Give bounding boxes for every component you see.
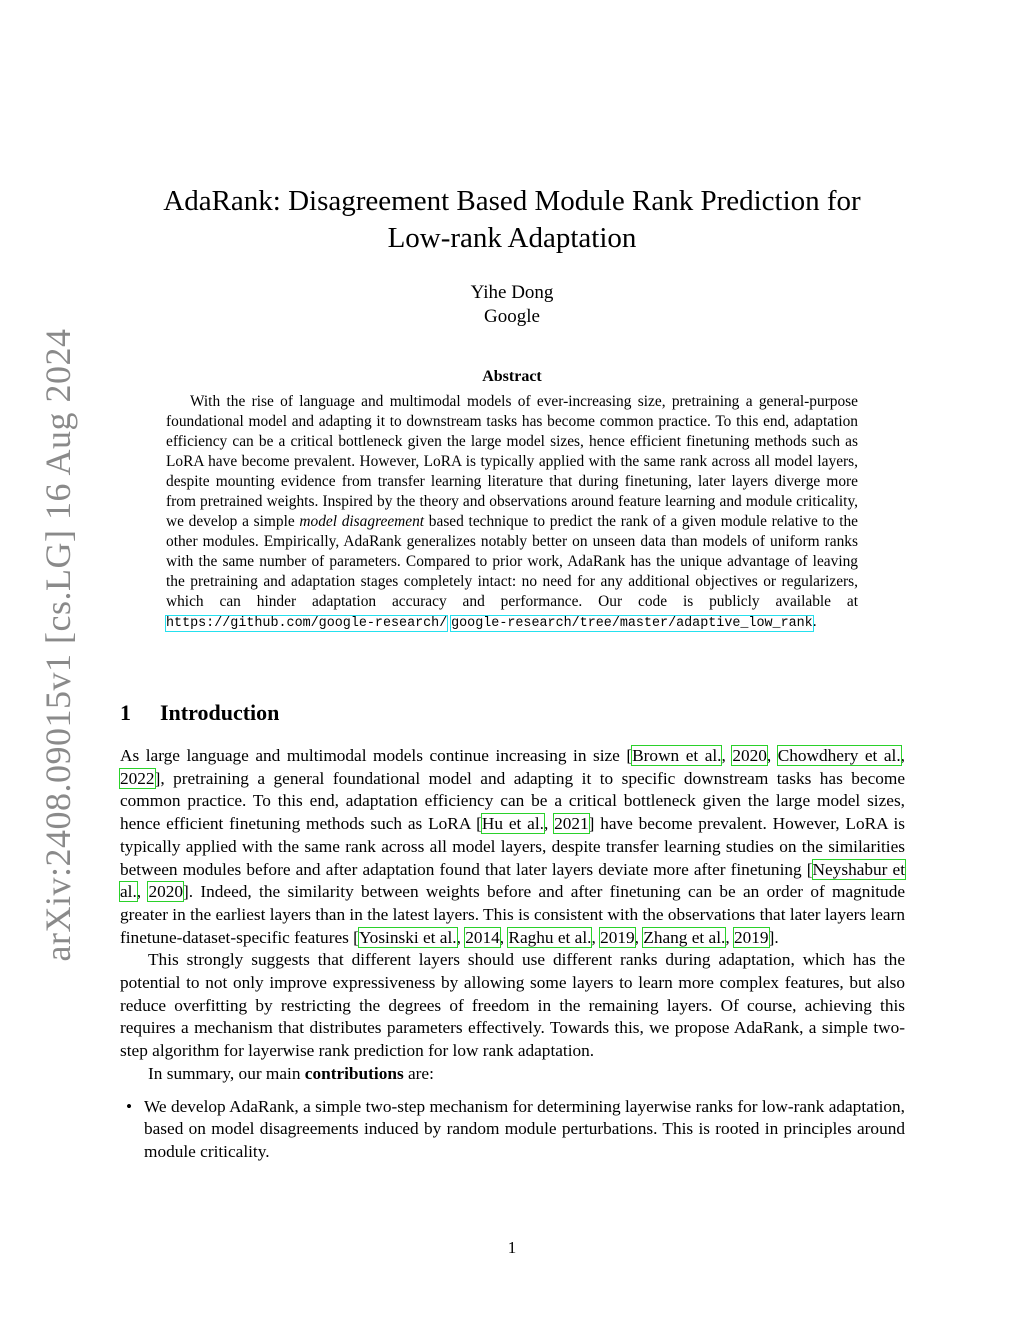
text: In summary, our main [148, 1063, 305, 1083]
text: ]. [768, 927, 779, 947]
text: are: [403, 1063, 434, 1083]
author-name: Yihe Dong [470, 282, 554, 303]
paragraph-1 [120, 745, 905, 949]
text: , [725, 927, 734, 947]
citation-yosinski[interactable]: Yosinski et al. [358, 927, 457, 947]
arxiv-stamp: arXiv:2408.09015v1 [cs.LG] 16 Aug 2024 [38, 328, 78, 962]
citation-neyshabur-year[interactable]: 2020 [148, 882, 183, 902]
citation-chowdhery-year[interactable]: 2022 [120, 768, 155, 788]
citation-chowdhery[interactable]: Chowdhery et al. [777, 746, 901, 765]
section-title: Introduction [160, 700, 280, 725]
citation-zhang[interactable]: Zhang et al. [643, 927, 726, 947]
section-number: 1 [120, 700, 131, 725]
title-line-2: Low-rank Adaptation [387, 222, 637, 254]
author-affiliation: Google [484, 306, 540, 327]
title-line-1: AdaRank: Disagreement Based Module Rank Prediction for [163, 185, 861, 217]
citation-brown[interactable]: Brown et al. [632, 746, 722, 765]
text: ], pretraining a general foundational model and adapting it to specific downstream tasks has become common practice. To this end, adaptation efficiency can be a critical bottleneck given the large model sizes, hence efficient finetuning methods such as LoRA [ [120, 768, 905, 834]
text: ]. Indeed, the similarity between weights before and after finetuning can be an order of magnitude greater in the earliest layers than in the latest layers. This is consistent with the observations that later layers learn finetune-dataset-specific features [ [120, 882, 906, 947]
abstract-end: . [812, 613, 817, 630]
citation-hu[interactable]: Hu et al. [481, 814, 544, 834]
text: , [766, 746, 778, 765]
citation-yosinski-year[interactable]: 2014 [465, 927, 500, 947]
code-link-continued[interactable]: google-research/tree/master/adaptive_low_rank [451, 616, 813, 631]
abstract-text-part: With the rise of language and multimodal models of ever-increasing size, pretraining a general-purpose foundational model and adapting it to downstream tasks has become common practice. To this end, adaptation efficiency can be a critical bottleneck given the large model sizes, hence efficient finetuning methods such as LoRA have become prevalent. However, LoRA is typically applied with the same rank across all model layers, despite mounting evidence from transfer learning literature that during finetuning, later layers diverge more from pretrained weights. Inspired by the theory and observations around feature learning and module criticality, we develop a simple [166, 393, 858, 530]
text: , [543, 814, 555, 834]
paragraph-2: This strongly suggests that different layers should use different ranks during adaptation, which has the potential to not only improve expressiveness by allowing some layers to learn more complex features, but also reduce overfitting by restricting the degrees of freedom in the remaining layers. Of course, achieving this requires a mechanism that distributes parameters effectively. Towards this, we propose AdaRank, a simple two-step algorithm for layerwise rank prediction for low rank adaptation. [120, 950, 905, 1061]
abstract-heading: Abstract [482, 368, 542, 385]
citation-brown-year[interactable]: 2020 [732, 746, 767, 765]
citation-raghu-year[interactable]: 2019 [600, 927, 635, 947]
body-text [120, 745, 905, 1164]
abstract-text-part: based technique to predict the rank of a given module relative to the other modules. Empirically, AdaRank generalizes notably better on unseen data than models of uniform ranks with the same number of parameters. Compared to prior work, AdaRank has the unique advantage of leaving the pretraining and adaptation stages completely intact: no need for any additional objectives or regularizers, which can hinder adaptation accuracy and performance. Our code is publicly available at [166, 513, 858, 610]
bullet-icon: • [126, 1096, 133, 1116]
citation-neyshabur[interactable]: Neyshabur et al. [120, 859, 905, 902]
list-item [126, 1096, 905, 1164]
text: , [456, 927, 466, 947]
text: , [721, 746, 733, 765]
citation-zhang-year[interactable]: 2019 [734, 927, 769, 947]
text: , [499, 927, 509, 947]
text: , [591, 927, 601, 947]
page-number: 1 [507, 1238, 517, 1257]
text: , [900, 746, 905, 765]
text: , [634, 927, 644, 947]
list-item-text: We develop AdaRank, a simple two-step mechanism for determining layerwise ranks for low-rank adaptation, based on model disagreements induced by random module perturbations. This is rooted in principles around module criticality. [144, 1096, 905, 1161]
abstract-text [166, 392, 858, 634]
text: ] have become prevalent. However, LoRA is typically applied with the same rank across all model layers, despite transfer learning studies on the similarities between modules before and after adaptation found that later layers deviate more after finetuning [ [120, 814, 905, 879]
text: , [136, 882, 149, 902]
text: As large language and multimodal models continue increasing in size [ [120, 746, 633, 765]
bold-text: contributions [304, 1063, 404, 1083]
author-block [0, 281, 1024, 329]
contributions-list [120, 1096, 905, 1164]
abstract-italic: model disagreement [299, 513, 425, 530]
paragraph-3 [120, 1063, 905, 1086]
paper-title [140, 183, 884, 257]
code-link[interactable]: https://github.com/google-research/ [166, 616, 448, 631]
citation-raghu[interactable]: Raghu et al. [508, 927, 592, 947]
section-heading [120, 700, 279, 726]
citation-hu-year[interactable]: 2021 [554, 814, 589, 834]
